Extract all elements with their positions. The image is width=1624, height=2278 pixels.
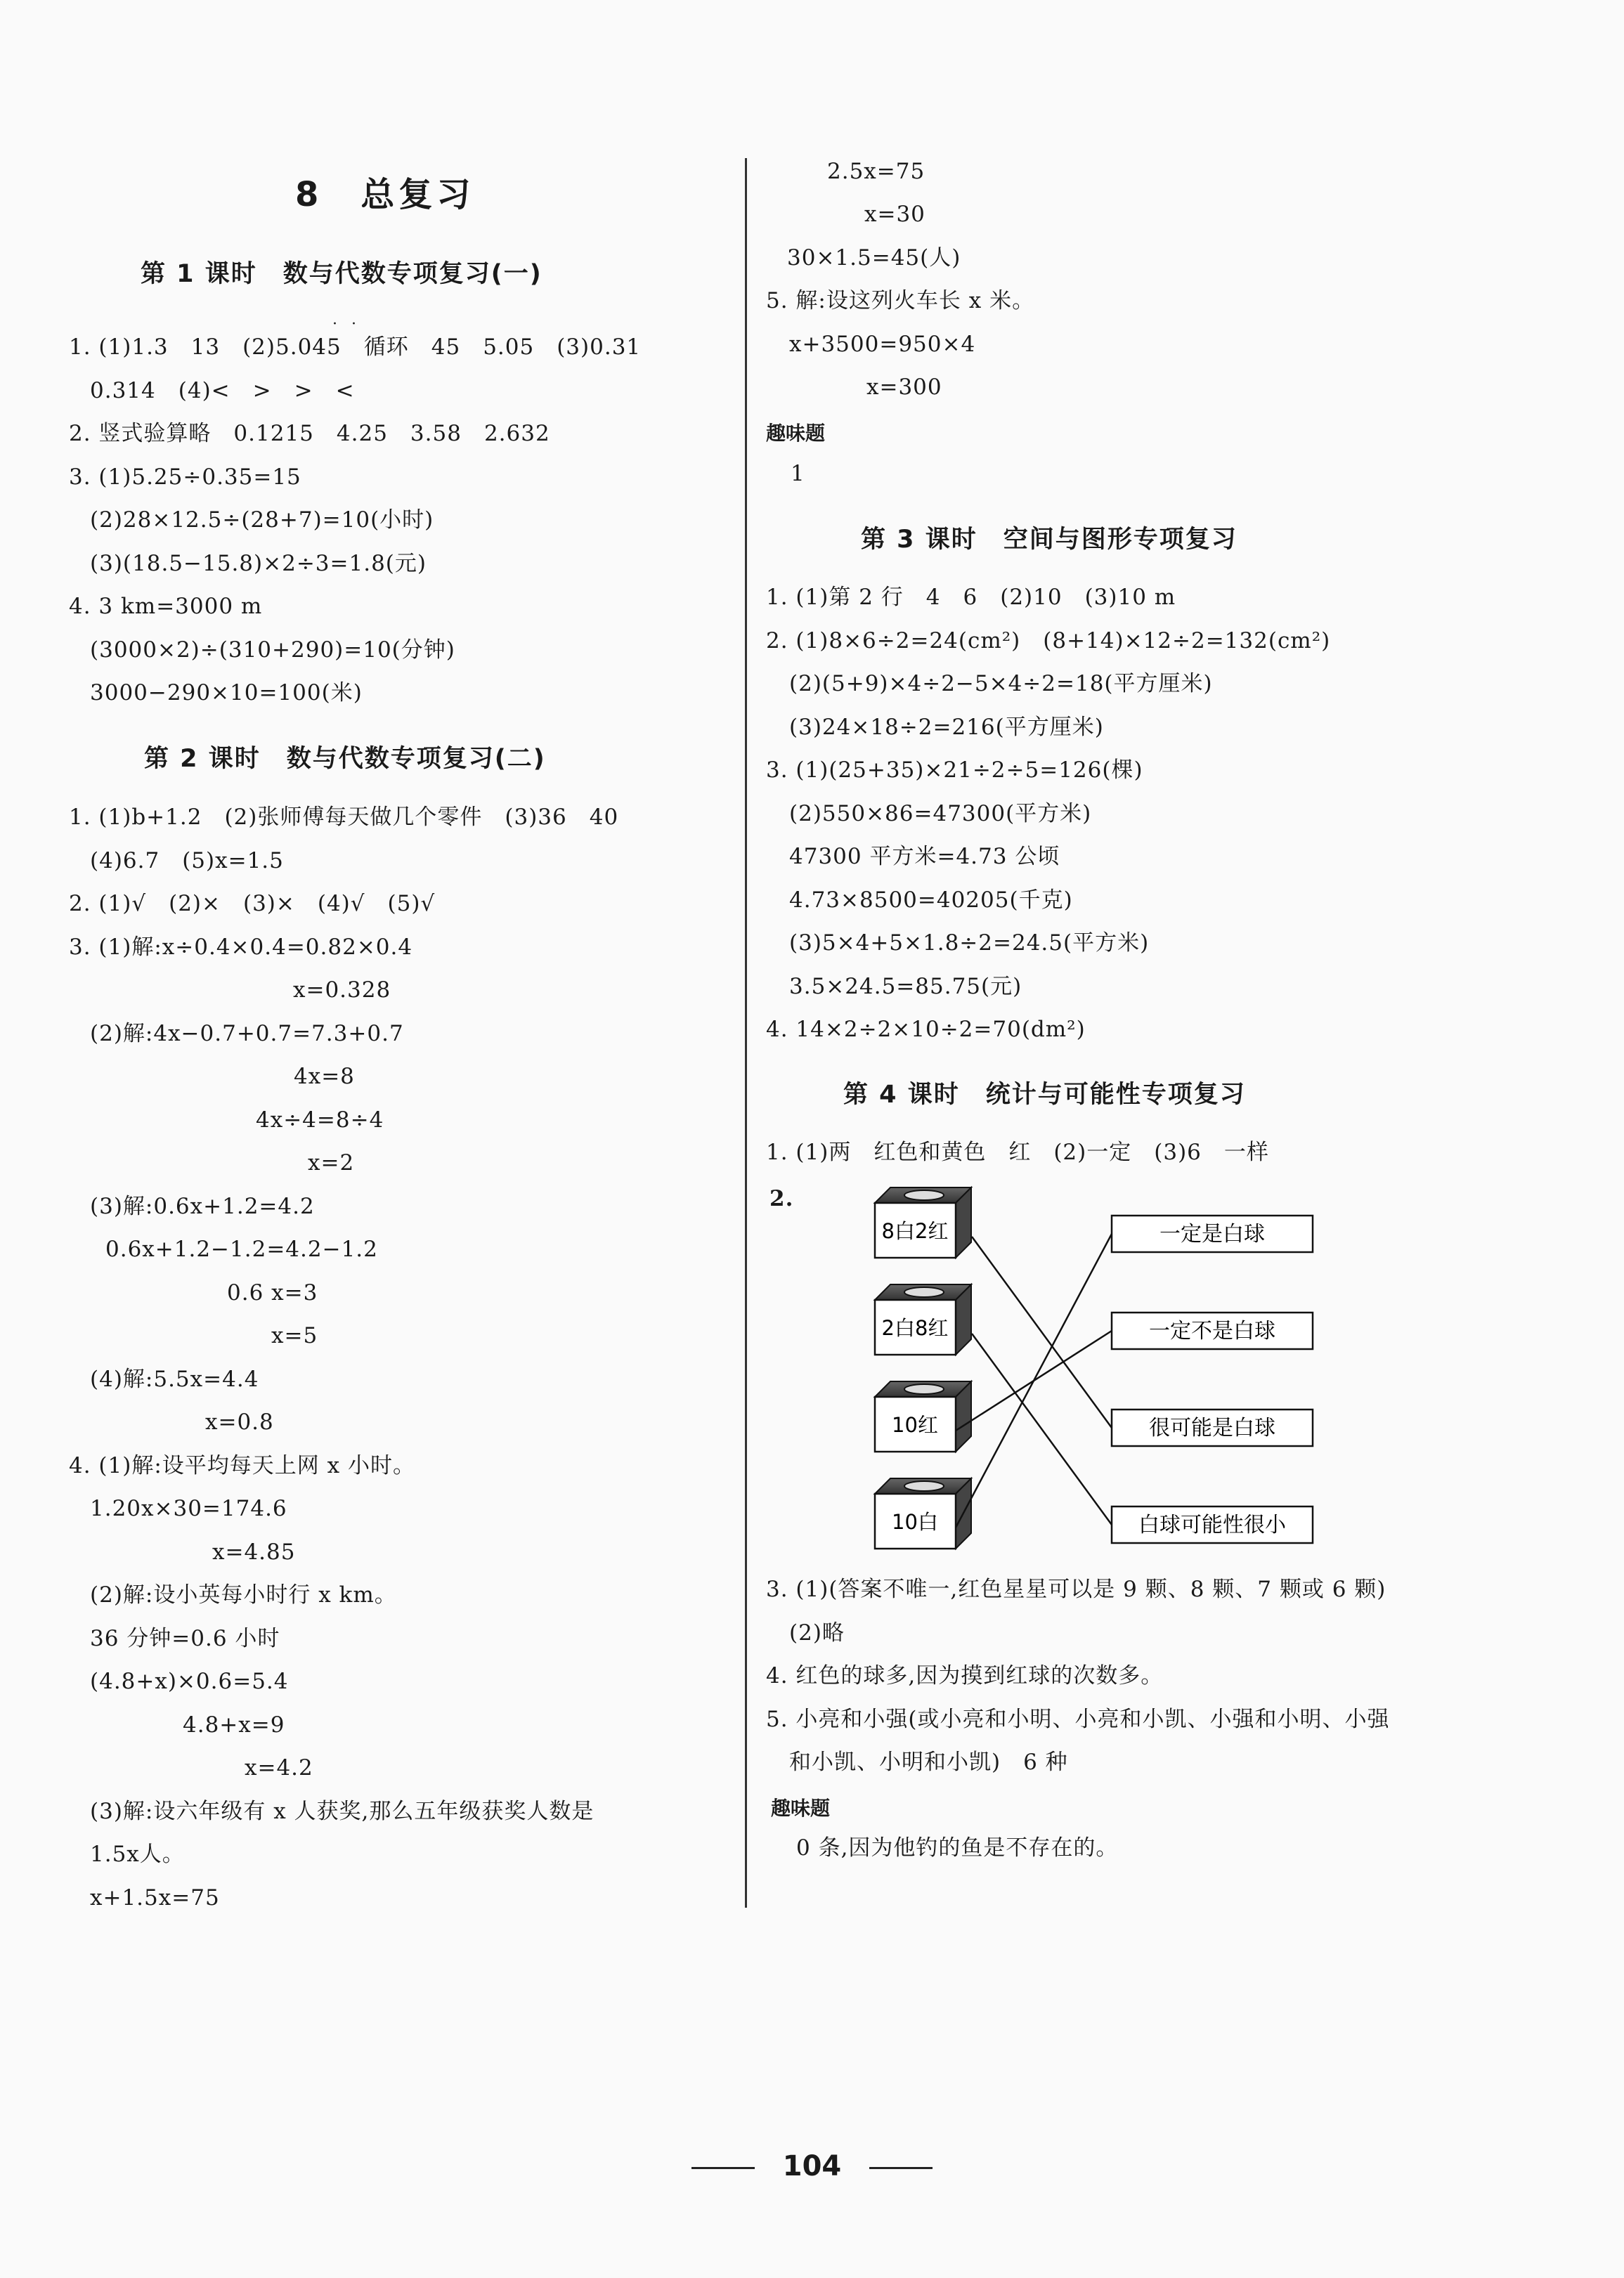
- lesson2-line: (4)解:5.5x=4.4: [90, 1367, 259, 1392]
- lesson1-line: (3)(18.5−15.8)×2÷3=1.8(元): [90, 551, 427, 576]
- lesson3-line: (2)550×86=47300(平方米): [789, 801, 1092, 826]
- lesson1-line: 1. (1)1.3 13 (2)5.045 循环 45 5.05 (3)0.31: [69, 334, 642, 360]
- continued-line: x=300: [866, 375, 942, 400]
- continued-line: x=30: [864, 202, 925, 227]
- lesson2-line: x+1.5x=75: [90, 1885, 220, 1911]
- lesson2-line: (3)解:设六年级有 x 人获奖,那么五年级获奖人数是: [90, 1799, 595, 1824]
- lesson3-title: 第 3 课时 空间与图形专项复习: [861, 526, 1238, 554]
- outcome-label-1: 一定是白球: [1159, 1222, 1265, 1247]
- lesson2-line: 0.6 x=3: [227, 1280, 318, 1306]
- page-number-dash-left: [691, 2167, 755, 2169]
- lesson2-line: 4.8+x=9: [183, 1712, 285, 1738]
- outcome-label-4: 白球可能性很小: [1138, 1513, 1286, 1537]
- lesson3-line: 4.73×8500=40205(千克): [789, 887, 1073, 913]
- lesson3-line: (2)(5+9)×4÷2−5×4÷2=18(平方厘米): [789, 671, 1213, 696]
- lesson3-line: 1. (1)第 2 行 4 6 (2)10 (3)10 m: [766, 585, 1176, 610]
- box-label-3: 10红: [892, 1413, 938, 1437]
- fun-question-answer: 1: [791, 461, 805, 486]
- right-column: [762, 0, 1437, 1939]
- box-label-1: 8白2红: [881, 1219, 949, 1243]
- lesson2-line: 36 分钟=0.6 小时: [90, 1626, 280, 1651]
- lesson2-line: (3)解:0.6x+1.2=4.2: [90, 1194, 315, 1219]
- match-line-2: [972, 1334, 1112, 1525]
- lesson3-line: 2. (1)8×6÷2=24(cm²) (8+14)×12÷2=132(cm²): [766, 628, 1331, 653]
- lesson2-line: (4)6.7 (5)x=1.5: [90, 848, 284, 873]
- lesson4-q2-number: 2.: [769, 1186, 794, 1211]
- lesson2-line: 0.6x+1.2−1.2=4.2−1.2: [105, 1237, 378, 1262]
- column-divider: [745, 158, 747, 1908]
- box-icon-1: [875, 1187, 971, 1258]
- box-icon-4: [875, 1478, 971, 1549]
- lesson3-line: 3.5×24.5=85.75(元): [789, 974, 1022, 999]
- continued-line: 2.5x=75: [827, 159, 925, 184]
- page-number-text: 104: [782, 2150, 842, 2182]
- lesson2-line: 4. (1)解:设平均每天上网 x 小时。: [69, 1453, 415, 1478]
- page-number: [0, 2150, 1624, 2182]
- outcome-label-3: 很可能是白球: [1149, 1416, 1275, 1440]
- lesson2-line: x=5: [271, 1323, 318, 1348]
- left-column: [63, 0, 731, 1939]
- box-label-4: 10白: [892, 1510, 938, 1534]
- lesson2-line: 2. (1)√ (2)× (3)× (4)√ (5)√: [69, 891, 436, 916]
- lesson1-line: 2. 竖式验算略 0.1215 4.25 3.58 2.632: [69, 421, 550, 446]
- continued-line: x+3500=950×4: [789, 332, 976, 357]
- lesson1-line: (3000×2)÷(310+290)=10(分钟): [90, 637, 455, 663]
- repeating-decimal-dots: ··: [332, 315, 370, 333]
- lesson4-line: 5. 小亮和小强(或小亮和小明、小亮和小凯、小强和小明、小强: [766, 1707, 1390, 1732]
- lesson4-line: 3. (1)(答案不唯一,红色星星可以是 9 颗、8 颗、7 颗或 6 颗): [766, 1577, 1386, 1602]
- lesson1-line: 3000−290×10=100(米): [90, 680, 363, 705]
- lesson4-line: (2)略: [789, 1620, 845, 1646]
- lesson2-line: 4x÷4=8÷4: [256, 1107, 384, 1133]
- lesson1-title: 第 1 课时 数与代数专项复习(一): [141, 260, 543, 288]
- outcome-box-4: [1112, 1506, 1313, 1543]
- lesson2-line: x=2: [308, 1150, 355, 1176]
- lesson4-line: 和小凯、小明和小凯) 6 种: [789, 1750, 1068, 1775]
- lesson3-line: 47300 平方米=4.73 公顷: [789, 844, 1060, 869]
- lesson3-line: (3)24×18÷2=216(平方厘米): [789, 715, 1104, 740]
- lesson2-line: 3. (1)解:x÷0.4×0.4=0.82×0.4: [69, 935, 413, 960]
- match-line-4: [956, 1234, 1112, 1528]
- page-number-dash-right: [869, 2167, 933, 2169]
- lesson4-line: 1. (1)两 红色和黄色 红 (2)一定 (3)6 一样: [766, 1140, 1269, 1165]
- box-icon-2: [875, 1284, 971, 1355]
- box-icon-3: [875, 1381, 971, 1452]
- lesson3-line: 3. (1)(25+35)×21÷2÷5=126(棵): [766, 757, 1143, 783]
- lesson3-line: (3)5×4+5×1.8÷2=24.5(平方米): [789, 930, 1150, 956]
- lesson2-line: x=4.2: [245, 1755, 313, 1781]
- lesson2-line: (4.8+x)×0.6=5.4: [90, 1669, 289, 1694]
- lesson1-line: 3. (1)5.25÷0.35=15: [69, 464, 301, 490]
- lesson2-line: x=0.8: [205, 1410, 274, 1435]
- lesson4-line: 4. 红色的球多,因为摸到红球的次数多。: [766, 1663, 1164, 1688]
- fun-question-label: 趣味题: [771, 1797, 831, 1820]
- lesson2-line: x=0.328: [293, 977, 391, 1003]
- lesson2-line: (2)解:4x−0.7+0.7=7.3+0.7: [90, 1021, 404, 1046]
- match-line-1: [972, 1237, 1112, 1428]
- outcome-label-2: 一定不是白球: [1149, 1319, 1275, 1343]
- lesson2-line: 4x=8: [294, 1064, 355, 1089]
- continued-line: 5. 解:设这列火车长 x 米。: [766, 288, 1035, 313]
- chapter-title: 8 总复习: [295, 175, 475, 214]
- lesson3-line: 4. 14×2÷2×10÷2=70(dm²): [766, 1017, 1086, 1042]
- lesson1-line: (2)28×12.5÷(28+7)=10(小时): [90, 507, 434, 533]
- outcome-box-3: [1112, 1410, 1313, 1446]
- outcome-box-2: [1112, 1313, 1313, 1349]
- matching-diagram: [871, 1180, 1321, 1563]
- fun-question-label: 趣味题: [766, 422, 826, 445]
- lesson1-line: 4. 3 km=3000 m: [69, 594, 263, 619]
- lesson1-line: 0.314 (4)< > > <: [90, 378, 355, 403]
- continued-line: 30×1.5=45(人): [787, 245, 961, 271]
- lesson4-title: 第 4 课时 统计与可能性专项复习: [843, 1081, 1246, 1109]
- lesson2-line: 1.5x人。: [90, 1842, 185, 1867]
- lesson2-line: x=4.85: [212, 1540, 296, 1565]
- lesson2-title: 第 2 课时 数与代数专项复习(二): [144, 745, 546, 773]
- lesson2-line: (2)解:设小英每小时行 x km。: [90, 1582, 397, 1608]
- fun-question-answer: 0 条,因为他钓的鱼是不存在的。: [796, 1835, 1119, 1861]
- box-label-2: 2白8红: [881, 1316, 949, 1340]
- lesson2-line: 1. (1)b+1.2 (2)张师傅每天做几个零件 (3)36 40: [69, 805, 619, 830]
- lesson2-line: 1.20x×30=174.6: [90, 1496, 287, 1521]
- outcome-box-1: [1112, 1216, 1313, 1252]
